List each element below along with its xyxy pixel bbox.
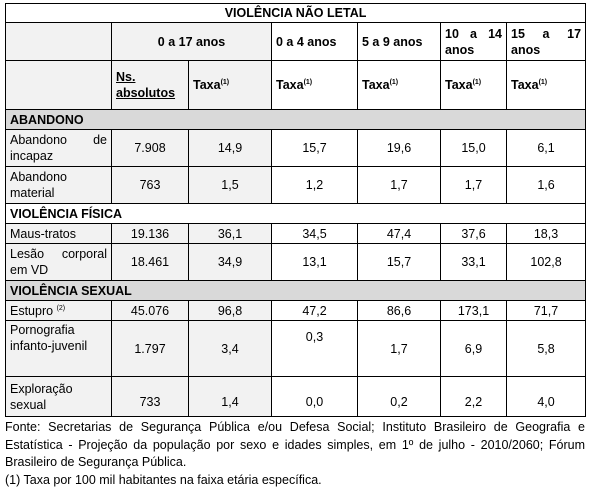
cell-ns: 763 [112, 167, 189, 204]
cell-5-9: 86,6 [358, 301, 441, 321]
cell-15-17: 5,8 [507, 321, 586, 377]
section-header-row [6, 110, 586, 130]
section-title: VIOLÊNCIA FÍSICA [6, 204, 586, 224]
cell-15-17: 102,8 [507, 244, 586, 281]
section-title: ABANDONO [6, 110, 586, 130]
cell-5-9: 19,6 [358, 130, 441, 167]
table-row [6, 130, 586, 167]
header-taxa-0-17: Taxa$^{(1)}$ [189, 61, 272, 110]
cell-0-4: 1,2 [272, 167, 358, 204]
header-taxa-15-17: Taxa$^{(1)}$ [507, 61, 586, 110]
cell-taxa: 36,1 [189, 224, 272, 244]
cell-5-9: 15,7 [358, 244, 441, 281]
header-0-4: 0 a 4 anos [272, 23, 358, 61]
cell-5-9: 1,7 [358, 167, 441, 204]
cell-10-14: 2,2 [441, 377, 507, 417]
table-row [6, 377, 586, 417]
source-note: Fonte: Secretarias de Segurança Pública e/ou Defesa Social; Instituto Brasileiro de Geografia e Estatística - Projeção da população por sexo e idades simples, em 1º de julho - 2010/2060; Fórum Brasileiro de Segurança Pública. [5, 420, 585, 469]
cell-taxa: 96,8 [189, 301, 272, 321]
table-row [6, 321, 586, 377]
cell-taxa: 14,9 [189, 130, 272, 167]
measure-header-row [6, 61, 586, 110]
empty-label-cell [6, 61, 112, 110]
cell-5-9: 0,2 [358, 377, 441, 417]
cell-taxa: 1,4 [189, 377, 272, 417]
cell-ns: 733 [112, 377, 189, 417]
row-label: Abandono de incapaz [6, 130, 112, 167]
header-5-9: 5 a 9 anos [358, 23, 441, 61]
cell-10-14: 173,1 [441, 301, 507, 321]
row-label: Maus-tratos [6, 224, 112, 244]
cell-taxa: 34,9 [189, 244, 272, 281]
row-label: Estupro $^{(2)}$ [6, 301, 112, 321]
cell-0-4: 47,2 [272, 301, 358, 321]
header-taxa-0-4: Taxa$^{(1)}$ [272, 61, 358, 110]
cell-15-17: 1,6 [507, 167, 586, 204]
header-taxa-10-14: Taxa$^{(1)}$ [441, 61, 507, 110]
age-group-header-row [6, 23, 586, 61]
cell-taxa: 3,4 [189, 321, 272, 377]
header-ns-absolutos: Ns. absolutos [112, 61, 189, 110]
cell-10-14: 37,6 [441, 224, 507, 244]
row-label: Pornografia infanto-juvenil [6, 321, 112, 377]
row-label: Abandono material [6, 167, 112, 204]
table-row [6, 301, 586, 321]
section-header-row [6, 204, 586, 224]
cell-10-14: 33,1 [441, 244, 507, 281]
rate-note: (1) Taxa por 100 mil habitantes na faixa etária específica. [5, 472, 322, 487]
cell-taxa: 1,5 [189, 167, 272, 204]
cell-0-4: 13,1 [272, 244, 358, 281]
cell-ns: 19.136 [112, 224, 189, 244]
header-15-17: 15 a 17 anos [507, 23, 586, 61]
cell-10-14: 15,0 [441, 130, 507, 167]
violence-table [5, 3, 586, 417]
cell-ns: 18.461 [112, 244, 189, 281]
cell-10-14: 1,7 [441, 167, 507, 204]
cell-5-9: 47,4 [358, 224, 441, 244]
header-0-17: 0 a 17 anos [112, 23, 272, 61]
cell-0-4: 0,3 [272, 321, 358, 377]
cell-15-17: 18,3 [507, 224, 586, 244]
cell-ns: 1.797 [112, 321, 189, 377]
cell-15-17: 71,7 [507, 301, 586, 321]
header-taxa-5-9: Taxa$^{(1)}$ [358, 61, 441, 110]
cell-5-9: 1,7 [358, 321, 441, 377]
footnotes [5, 419, 585, 489]
cell-0-4: 15,7 [272, 130, 358, 167]
table-row [6, 244, 586, 281]
row-label: Exploração sexual [6, 377, 112, 417]
cell-ns: 45.076 [112, 301, 189, 321]
row-label: Lesão corporal em VD [6, 244, 112, 281]
table-row [6, 224, 586, 244]
cell-ns: 7.908 [112, 130, 189, 167]
cell-0-4: 34,5 [272, 224, 358, 244]
header-10-14: 10 a 14 anos [441, 23, 507, 61]
section-title: VIOLÊNCIA SEXUAL [6, 281, 586, 301]
cell-0-4: 0,0 [272, 377, 358, 417]
table-title: VIOLÊNCIA NÃO LETAL [6, 4, 586, 23]
cell-15-17: 6,1 [507, 130, 586, 167]
section-header-row [6, 281, 586, 301]
table-row [6, 167, 586, 204]
table-title-row [6, 4, 586, 23]
cell-10-14: 6,9 [441, 321, 507, 377]
empty-corner-cell [6, 23, 112, 61]
cell-15-17: 4,0 [507, 377, 586, 417]
